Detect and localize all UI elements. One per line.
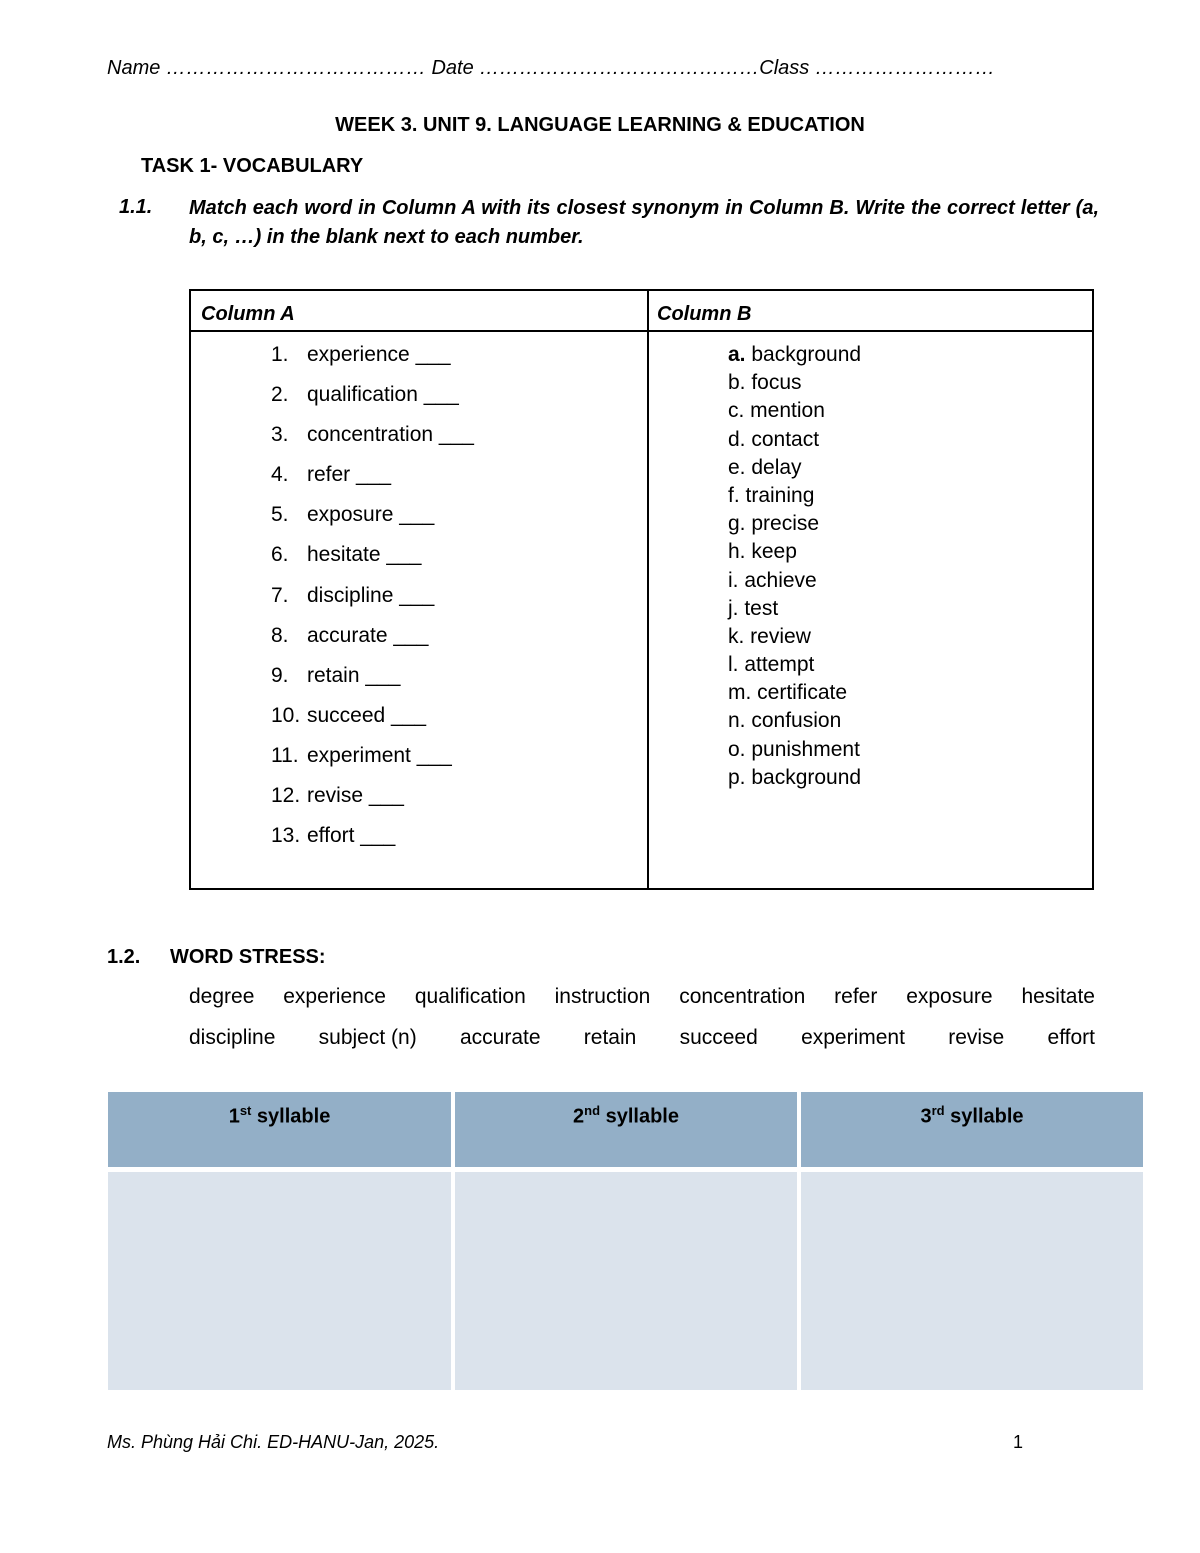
- column-b-item: [728, 738, 861, 766]
- word-bank-word: experience: [283, 985, 386, 1008]
- item-word[interactable]: revise ___: [307, 784, 404, 808]
- item-word[interactable]: concentration ___: [307, 423, 474, 447]
- syllable-column-1: [108, 1092, 451, 1390]
- item-letter: b.: [728, 371, 746, 395]
- word-bank-word: succeed: [679, 1026, 758, 1049]
- item-synonym: punishment: [745, 737, 860, 761]
- syllable-column-2: [455, 1092, 797, 1390]
- word-bank-word: degree: [189, 985, 255, 1008]
- syllable-answer-cell-3[interactable]: [801, 1172, 1143, 1390]
- item-synonym: delay: [745, 455, 802, 479]
- column-b-item: [728, 399, 861, 427]
- column-b-item: [728, 681, 861, 709]
- item-word[interactable]: effort ___: [307, 824, 396, 848]
- item-word[interactable]: qualification ___: [307, 383, 459, 407]
- footer-credit: Ms. Phùng Hải Chi. ED-HANU-Jan, 2025.: [107, 1432, 440, 1452]
- word-bank-word: accurate: [459, 1026, 541, 1049]
- word-bank-word: qualification: [414, 985, 526, 1008]
- item-number: 2.: [271, 383, 289, 407]
- column-a-item: [271, 824, 474, 864]
- item-number: 10.: [271, 703, 301, 727]
- column-b-item: [728, 456, 861, 484]
- item-synonym: contact: [745, 427, 820, 451]
- syllable-header-3: 3rd syllable: [801, 1092, 1143, 1167]
- item-number: 13.: [271, 824, 301, 848]
- syllable-table: [108, 1092, 1143, 1390]
- item-number: 1.: [271, 343, 289, 366]
- item-word[interactable]: succeed ___: [307, 703, 427, 727]
- word-bank-word: concentration: [679, 985, 806, 1008]
- column-b-item: [728, 709, 861, 737]
- section-number-1-1: 1.1.: [119, 196, 153, 218]
- item-word[interactable]: discipline ___: [307, 583, 435, 607]
- item-letter: n.: [728, 709, 746, 733]
- item-synonym: confusion: [745, 709, 842, 733]
- page-number: 1: [1013, 1432, 1024, 1452]
- item-number: 6.: [271, 543, 289, 567]
- item-letter: j.: [728, 596, 739, 620]
- item-synonym: focus: [745, 371, 802, 395]
- item-number: 3.: [271, 423, 289, 447]
- section-number-1-2: 1.2.: [107, 946, 141, 968]
- word-bank-word: subject (n): [318, 1026, 417, 1049]
- column-b-item: [728, 428, 861, 456]
- item-number: 12.: [271, 784, 301, 808]
- word-bank-line-2: [189, 1026, 1095, 1050]
- column-a-item: [271, 343, 474, 383]
- column-a-item: [271, 463, 474, 503]
- column-b-item: [728, 597, 861, 625]
- column-a-item: [271, 744, 474, 784]
- item-letter: f.: [728, 483, 740, 507]
- word-bank-word: instruction: [554, 985, 651, 1008]
- item-synonym: test: [738, 596, 779, 620]
- column-b-item: [728, 540, 861, 568]
- item-word[interactable]: exposure ___: [307, 503, 435, 527]
- matching-instruction: Match each word in Column A with its closest synonym in Column B. Write the correct letter (a, b, c, …) in the blank next to each number.: [189, 197, 1099, 248]
- column-b-item: [728, 512, 861, 540]
- column-b-header: Column B: [657, 303, 752, 325]
- word-bank-word: hesitate: [1021, 985, 1095, 1008]
- word-bank-word: experiment: [801, 1026, 905, 1049]
- word-bank-word: retain: [583, 1026, 637, 1049]
- column-b-item: [728, 484, 861, 512]
- student-info-line: Name ………………………………… Date ……………………………………Class ………………………: [107, 57, 995, 79]
- word-bank-word: exposure: [906, 985, 993, 1008]
- column-b-item: [728, 343, 861, 371]
- column-a-list: [271, 343, 474, 864]
- item-number: 4.: [271, 463, 289, 487]
- word-bank-word: revise: [948, 1026, 1005, 1049]
- item-number: 11.: [271, 743, 299, 767]
- item-letter: l.: [728, 653, 739, 677]
- item-word[interactable]: refer ___: [307, 463, 392, 487]
- item-synonym: background: [745, 343, 862, 366]
- item-letter: i.: [728, 568, 739, 592]
- item-word[interactable]: retain ___: [307, 663, 401, 687]
- column-b-list: [728, 343, 861, 794]
- item-letter: e.: [728, 455, 746, 479]
- item-word[interactable]: hesitate ___: [307, 543, 422, 567]
- word-bank-line-1: [189, 985, 1095, 1009]
- syllable-answer-cell-2[interactable]: [455, 1172, 797, 1390]
- column-a-item: [271, 383, 474, 423]
- syllable-answer-cell-1[interactable]: [108, 1172, 451, 1390]
- item-word[interactable]: experiment ___: [307, 743, 452, 767]
- column-a-item: [271, 503, 474, 543]
- column-divider: [647, 291, 649, 888]
- item-number: 8.: [271, 623, 289, 647]
- item-number: 9.: [271, 663, 289, 687]
- syllable-column-3: [801, 1092, 1143, 1390]
- item-letter: c.: [728, 399, 745, 423]
- item-letter: d.: [728, 427, 746, 451]
- word-bank-word: refer: [834, 985, 878, 1008]
- column-a-item: [271, 784, 474, 824]
- column-a-item: [271, 664, 474, 704]
- word-bank-word: discipline: [189, 1026, 276, 1049]
- column-a-item: [271, 543, 474, 583]
- column-b-item: [728, 766, 861, 794]
- item-synonym: certificate: [751, 681, 848, 705]
- syllable-header-2: 2nd syllable: [455, 1092, 797, 1167]
- item-synonym: background: [745, 765, 862, 789]
- item-synonym: achieve: [738, 568, 817, 592]
- item-letter: k.: [728, 624, 745, 648]
- item-synonym: review: [744, 624, 811, 648]
- item-synonym: attempt: [738, 653, 815, 677]
- item-letter: g.: [728, 512, 746, 536]
- header-divider: [191, 330, 1092, 332]
- column-a-item: [271, 704, 474, 744]
- item-letter: m.: [728, 681, 752, 705]
- column-a-item: [271, 423, 474, 463]
- item-letter: p.: [728, 765, 746, 789]
- matching-table: [189, 289, 1094, 890]
- column-a-item: [271, 624, 474, 664]
- item-number: 5.: [271, 503, 289, 527]
- word-bank-word: effort: [1047, 1026, 1095, 1049]
- item-letter: o.: [728, 737, 746, 761]
- task-title: TASK 1- VOCABULARY: [141, 155, 364, 177]
- item-letter: h.: [728, 540, 746, 564]
- column-a-item: [271, 584, 474, 624]
- item-synonym: mention: [744, 399, 825, 423]
- item-word[interactable]: accurate ___: [307, 623, 429, 647]
- item-synonym: training: [739, 483, 815, 507]
- word-stress-title: WORD STRESS:: [170, 946, 326, 968]
- item-synonym: keep: [745, 540, 797, 564]
- page-title: WEEK 3. UNIT 9. LANGUAGE LEARNING & EDUCATION: [335, 114, 865, 136]
- column-b-item: [728, 653, 861, 681]
- item-word[interactable]: experience ___: [307, 343, 451, 366]
- column-b-item: [728, 371, 861, 399]
- item-letter: a.: [728, 343, 746, 366]
- item-number: 7.: [271, 583, 289, 607]
- column-a-header: Column A: [201, 303, 295, 325]
- item-synonym: precise: [745, 512, 820, 536]
- column-b-item: [728, 625, 861, 653]
- column-b-item: [728, 569, 861, 597]
- syllable-header-1: 1st syllable: [108, 1092, 451, 1167]
